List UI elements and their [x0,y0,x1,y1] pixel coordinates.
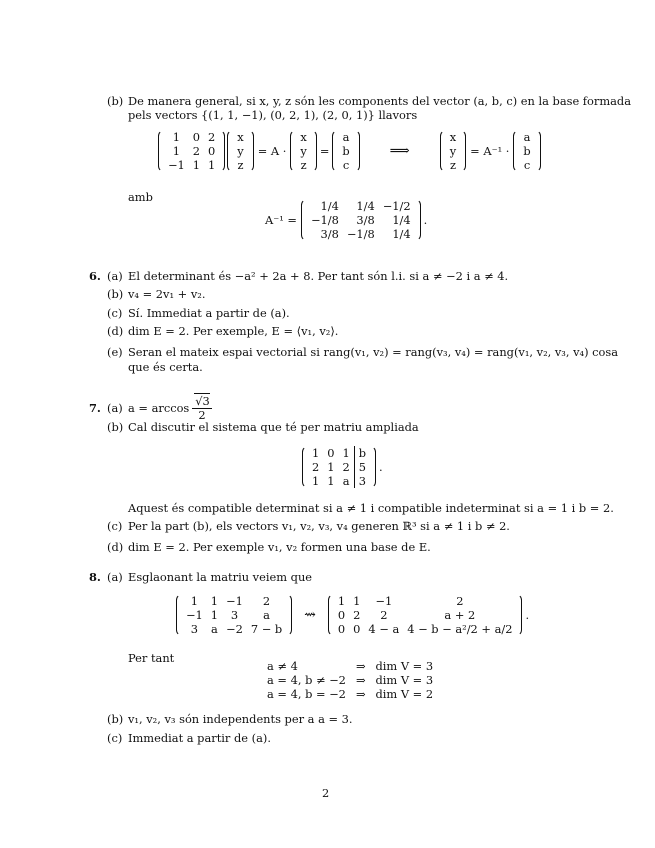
matrix-cell: c [523,158,531,172]
q6-item-label: (d) [107,324,124,338]
matrix-cell: 3 [230,608,239,622]
case-result: dim V = 3 [375,673,434,687]
q6-item-text: Seran el mateix espai vectorial si rang(v₁, v₂) = rang(v₃, v₄) = rang(v₁, v₂, v₃, v₄) cosa [128,345,619,359]
matrix-cell: a [523,130,531,144]
q8-c-text: Immediat a partir de (a). [128,731,271,745]
matrix-cell: 3 [354,474,370,488]
matrix-cell: 2 [192,144,201,158]
matrix-cell: 1 [353,594,361,608]
matrix-cell: 1 [327,460,335,474]
q8-b-text: v₁, v₂, v₃ són independents per a a = 3. [128,712,353,726]
ainv-label: A⁻¹ = [265,213,297,227]
matrix-cell: 1/4 [392,213,411,227]
q7-c-label: (c) [107,519,123,533]
q8-a-text: Esglaonant la matriu veiem que [128,570,313,584]
q6-item-text: El determinant és −a² + 2a + 8. Per tant són l.i. si a ≠ −2 i a ≠ 4. [128,269,509,283]
matrix-cell: x [237,130,244,144]
matrix-original [176,594,292,636]
matrix-cell: 1 [172,144,181,158]
matrix-cell: 1 [342,446,350,460]
case-result: dim V = 2 [375,687,434,701]
matrix-cell: a [263,608,270,622]
matrix-cell: 5 [354,460,370,474]
question-8-number: 8. [89,570,101,584]
matrix-cell: 1 [327,474,335,488]
ainv-equation [265,199,427,241]
text-5b-line2: pels vectors {(1, 1, −1), (0, 2, 1), (2, 0, 1)} llavors [128,108,418,122]
q6-e-line2: que és certa. [128,360,203,374]
q7-b-text: Cal discutir el sistema que té per matriu ampliada [128,420,419,434]
page-number: 2 [322,786,330,800]
fraction-numerator: √3 [192,395,212,409]
q7-b-label: (b) [107,420,124,434]
matrix-cell: y [300,144,307,158]
item-label-5b: (b) [107,94,124,108]
q6-item-text: dim E = 2. Per exemple, E = ⟨v₁, v₂⟩. [128,324,339,338]
matrix-cell: 0 [337,622,346,636]
matrix-basis [158,130,225,172]
matrix-cell: 2 [262,594,271,608]
fraction-sqrt3-over-2 [192,395,212,422]
matrix-cell: y [237,144,244,158]
q6-item-text: Sí. Immediat a partir de (a). [128,306,290,320]
matrix-cell: 0 [192,130,201,144]
reduction-arrow: ⇝ [304,607,316,623]
eq-sign: = [319,144,330,158]
matrix-cell: b [342,144,350,158]
matrix-augmented: 1 0 1 b 2 1 2 5 1 1 a 3 . [302,446,383,488]
eqA-sign: = A · [257,144,287,158]
matrix-echelon [328,594,523,636]
per-tant: Per tant [128,651,175,665]
matrix-cell: 3/8 [320,227,339,241]
matrix-cell: a [342,130,350,144]
q6-item-label: (b) [107,287,124,301]
matrix-cell: 3/8 [356,213,375,227]
matrix-cell: b [523,144,531,158]
case-result: dim V = 3 [375,659,434,673]
vector-xyz [227,130,253,172]
matrix-cell: 2 [208,130,216,144]
q6-item-label: (c) [107,306,123,320]
question-7-number: 7. [89,401,101,415]
cases-table [262,659,438,701]
implies-arrow: ⟹ [389,143,410,159]
matrix-cell: y [449,144,457,158]
amb-text: amb [128,190,153,204]
matrix-cell: z [300,158,307,172]
matrix-cell: 3 [190,622,199,636]
vector-xyz-3 [440,130,466,172]
case-condition: a = 4, b = −2 [267,687,346,701]
matrix-cell: 2 [312,460,320,474]
matrix-cell: 1/4 [320,199,339,213]
matrix-cell: 4 − a [368,622,400,636]
matrix-cell: 1 [210,608,219,622]
q8-a-label: (a) [107,570,123,584]
question-6-number: 6. [89,269,101,283]
q6-item-label: (a) [107,269,123,283]
case-condition: a ≠ 4 [267,659,298,673]
matrix-cell: 0 [327,446,335,460]
matrix-cell: −1 [226,594,243,608]
q6-item-text: v₄ = 2v₁ + v₂. [128,287,206,301]
matrix-cell: 1 [208,158,216,172]
matrix-cell: 1/4 [392,227,411,241]
period: . [423,213,428,227]
matrix-cell: 1 [172,130,181,144]
matrix-cell: 1 [192,158,201,172]
case-arrow: ⇒ [355,673,366,687]
matrix-cell: x [449,130,457,144]
matrix-cell: 1 [312,446,320,460]
text-5b-line1: De manera general, si x, y, z són les components del vector (a, b, c) en la base formada [128,94,632,108]
matrix-cell: 4 − b − a²/2 + a/2 [407,622,513,636]
matrix-ainv [301,199,421,241]
matrix-cell: a + 2 [444,608,476,622]
matrix-cell: z [237,158,244,172]
matrix-cell: a [342,474,350,488]
vector-abc [332,130,359,172]
matrix-cell: 1 [312,474,320,488]
case-condition: a = 4, b ≠ −2 [267,673,346,687]
q7-a-text: a = arccos [128,401,190,415]
q7-d-label: (d) [107,540,124,554]
q8-b-label: (b) [107,712,124,726]
matrix-cell: 1 [190,594,199,608]
matrix-cell: 1 [210,594,219,608]
matrix-cell: 7 − b [250,622,283,636]
q7-a-label: (a) [107,401,123,415]
q7-d-text: dim E = 2. Per exemple v₁, v₂ formen una base de E. [128,540,431,554]
matrix-cell: 2 [353,608,361,622]
matrix-cell: a [211,622,218,636]
matrix-cell: 0 [337,608,346,622]
q8-matrix-equation: 1 1 −1 2 −1 1 3 a 3 a −2 7 − b ⇝ 1 1 −1 2 0 2 2 a + 2 0 0 4 − a 4 − b − a²/2 + a/2 . [176,594,529,636]
matrix-cell: 1 [337,594,346,608]
matrix-cell: 0 [208,144,216,158]
matrix-cell: −2 [226,622,243,636]
matrix-cell: 0 [353,622,361,636]
matrix-cell: x [300,130,307,144]
matrix-cell: 2 [456,594,464,608]
case-arrow: ⇒ [355,687,366,701]
matrix-cell: −1/8 [310,213,339,227]
vector-abc-2 [513,130,540,172]
q7-c-text: Per la part (b), els vectors v₁, v₂, v₃, v₄ generen ℝ³ si a ≠ 1 i b ≠ 2. [128,519,510,533]
matrix-cell: z [449,158,456,172]
matrix-cell: −1 [186,608,203,622]
fraction-denominator: 2 [198,407,206,422]
matrix-cell: c [342,158,350,172]
matrix-cell: −1/8 [346,227,375,241]
matrix-cell: 2 [380,608,388,622]
q6-item-label: (e) [107,345,123,359]
matrix-cell: 1/4 [356,199,375,213]
q7-b-after: Aquest és compatible determinat si a ≠ 1 i compatible indeterminat si a = 1 i b = 2. [128,501,614,515]
matrix-cell: −1/2 [382,199,411,213]
case-arrow: ⇒ [355,659,366,673]
equation-5b [158,130,541,172]
eq-ainv-sign: = A⁻¹ · [470,144,510,158]
q8-c-label: (c) [107,731,123,745]
matrix-cell: 2 [342,460,350,474]
matrix-cell: b [354,446,370,460]
matrix-cell: −1 [168,158,185,172]
matrix-cell: −1 [375,594,393,608]
vector-xyz-2 [290,130,316,172]
